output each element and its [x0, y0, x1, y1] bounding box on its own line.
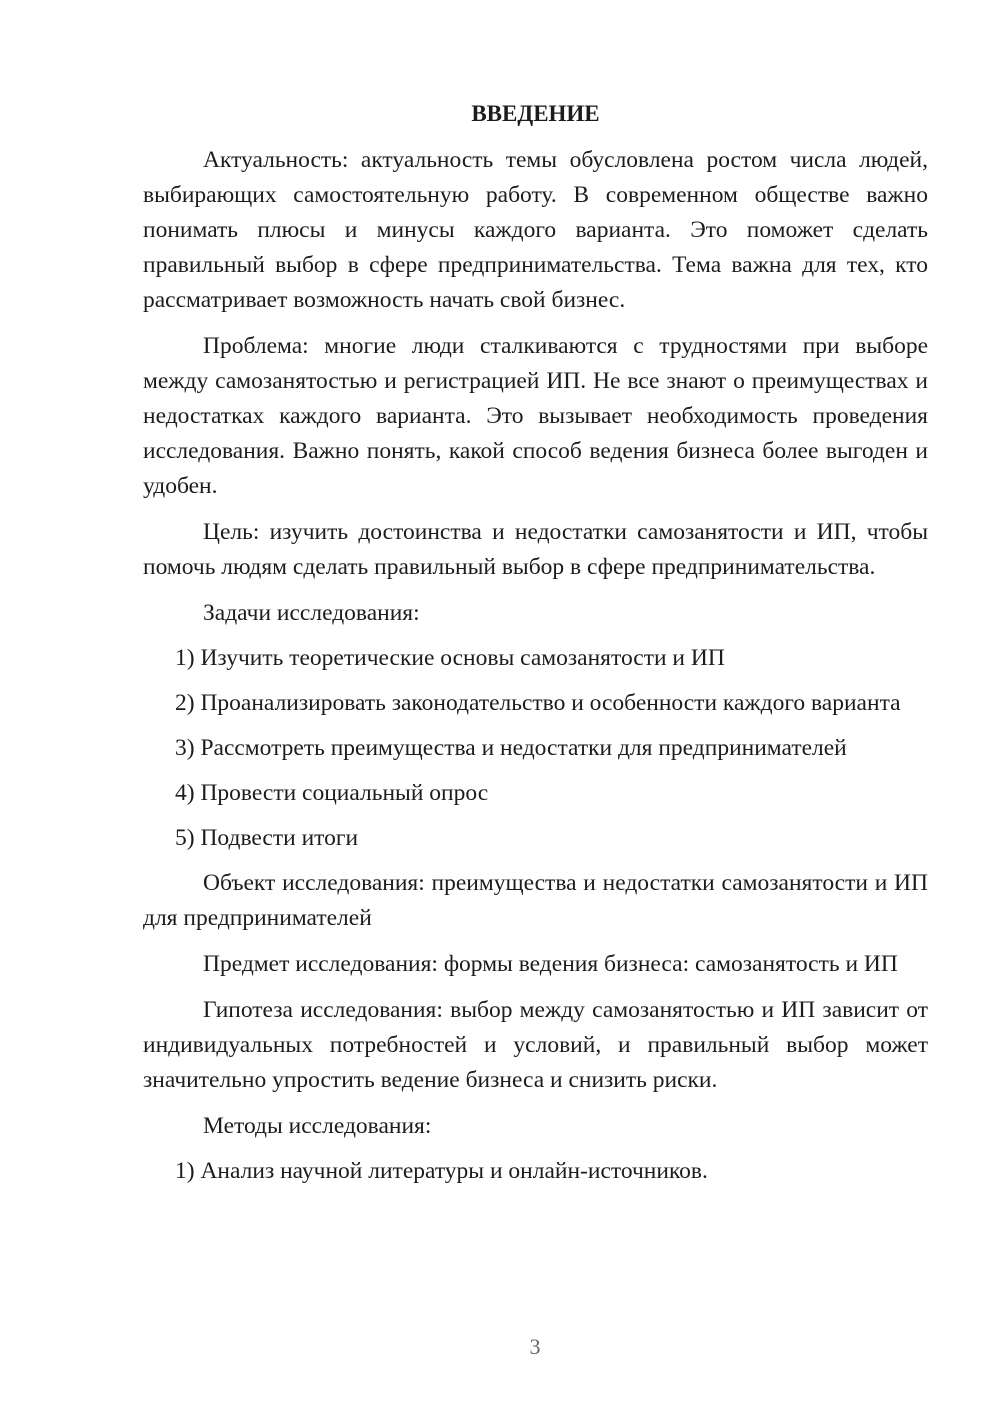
tasks-heading: Задачи исследования:: [203, 600, 420, 626]
methods-heading: Методы исследования:: [203, 1113, 432, 1139]
goal-paragraph: Цель: изучить достоинства и недостатки самозанятости и ИП, чтобы помочь людям сделать правильный выбор в сфере предпринимательства.: [143, 519, 928, 580]
task-item-4: 4) Провести социальный опрос: [175, 780, 489, 806]
hypothesis-paragraph: Гипотеза исследования: выбор между самозанятостью и ИП зависит от индивидуальных потребностей и условий, и правильный выбор может значительно упростить ведение бизнеса и снизить риски.: [143, 997, 928, 1093]
task-item-1: 1) Изучить теоретические основы самозанятости и ИП: [175, 645, 725, 671]
problem-paragraph: Проблема: многие люди сталкиваются с трудностями при выборе между самозанятостью и регистрацией ИП. Не все знают о преимуществах и недостатках каждого варианта. Это вызывает необходимость проведения исследования. Важно понять, какой способ ведения бизнеса более выгоден и удобен.: [143, 333, 928, 499]
section-title: ВВЕДЕНИЕ: [471, 101, 600, 126]
relevance-paragraph: Актуальность: актуальность темы обусловлена ростом числа людей, выбирающих самостоятельную работу. В современном обществе важно понимать плюсы и минусы каждого варианта. Это поможет сделать правильный выбор в сфере предпринимательства. Тема важна для тех, кто рассматривает возможность начать свой бизнес.: [143, 147, 928, 313]
page-number: 3: [529, 1334, 541, 1359]
document-page: [143, 96, 928, 1199]
subject-paragraph: Предмет исследования: формы ведения бизнеса: самозанятость и ИП: [203, 951, 898, 977]
task-item-5: 5) Подвести итоги: [175, 825, 359, 851]
task-item-2: 2) Проанализировать законодательство и особенности каждого варианта: [175, 690, 901, 716]
method-item-1: 1) Анализ научной литературы и онлайн-источников.: [175, 1158, 708, 1184]
task-item-3: 3) Рассмотреть преимущества и недостатки для предпринимателей: [175, 735, 847, 761]
object-paragraph: Объект исследования: преимущества и недостатки самозанятости и ИП для предпринимателей: [143, 870, 928, 931]
